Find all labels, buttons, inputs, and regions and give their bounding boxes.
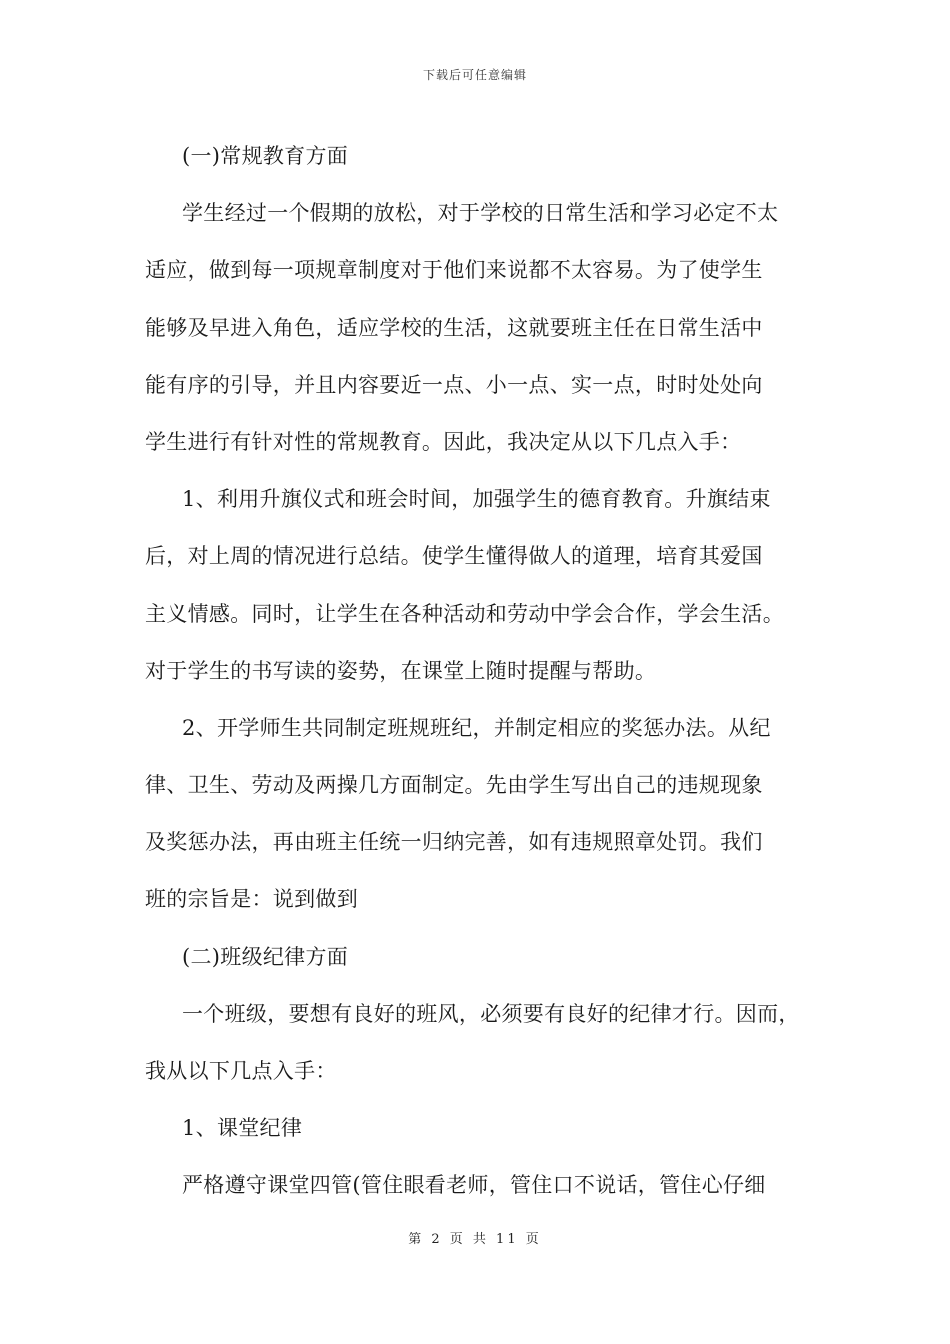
- section-heading-routine-education: (一)常规教育方面: [182, 144, 349, 168]
- paragraph-line: 适应，做到每一项规章制度对于他们来说都不太容易。为了使学生: [145, 258, 763, 283]
- subheading-classroom-discipline: 1、课堂纪律: [182, 1116, 303, 1141]
- document-body: [145, 128, 825, 1215]
- paragraph-line: 一个班级，要想有良好的班风，必须要有良好的纪律才行。因而，: [182, 1001, 800, 1026]
- paragraph-line: 能够及早进入角色，适应学校的生活，这就要班主任在日常生活中: [145, 315, 763, 340]
- paragraph-line: 对于学生的书写读的姿势，在课堂上随时提醒与帮助。: [145, 658, 657, 683]
- paragraph-line: 律、卫生、劳动及两操几方面制定。先由学生写出自己的违规现象: [145, 773, 763, 798]
- page-header: 下载后可任意编辑: [422, 68, 527, 82]
- section-heading-class-discipline: (二)班级纪律方面: [182, 944, 349, 969]
- paragraph-line: 我从以下几点入手：: [145, 1059, 337, 1083]
- paragraph-line: 及奖惩办法，再由班主任统一归纳完善，如有违规照章处罚。我们: [145, 830, 763, 855]
- list-item-line: 1、利用升旗仪式和班会时间，加强学生的德育教育。升旗结束: [182, 487, 771, 512]
- paragraph-line: 学生进行有针对性的常规教育。因此，我决定从以下几点入手：: [145, 429, 742, 454]
- paragraph-line: 能有序的引导，并且内容要近一点、小一点、实一点，时时处处向: [145, 372, 763, 397]
- paragraph-line: 主义情感。同时，让学生在各种活动和劳动中学会合作，学会生活。: [145, 601, 784, 626]
- paragraph-line: 严格遵守课堂四管(管住眼看老师，管住口不说话，管住心仔细: [182, 1173, 766, 1198]
- paragraph-line: 学生经过一个假期的放松，对于学校的日常生活和学习必定不太: [182, 201, 779, 226]
- list-item-line: 2、开学师生共同制定班规班纪，并制定相应的奖惩办法。从纪: [182, 715, 771, 740]
- paragraph-line: 后，对上周的情况进行总结。使学生懂得做人的道理，培育其爱国: [145, 544, 763, 569]
- page-number-footer: 第 2 页 共 11 页: [408, 1232, 542, 1247]
- paragraph-line: 班的宗旨是：说到做到: [145, 887, 358, 912]
